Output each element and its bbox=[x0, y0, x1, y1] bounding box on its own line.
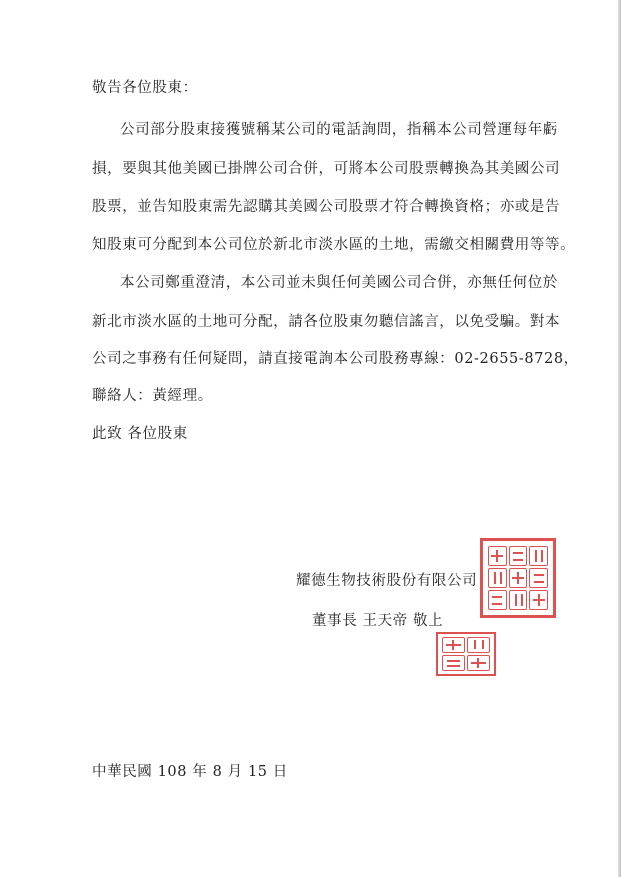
paragraph-1-line-3: 股票，並告知股東需先認購其美國公司股票才符合轉換資格；亦或是告 bbox=[92, 199, 561, 215]
letter-date: 中華民國 108 年 8 月 15 日 bbox=[92, 764, 288, 780]
signatory-line: 董事長 王天帝 敬上 bbox=[312, 613, 444, 629]
closing-line: 此致 各位股東 bbox=[92, 426, 188, 442]
company-seal bbox=[480, 538, 556, 618]
paragraph-1-line-4: 知股東可分配到本公司位於新北市淡水區的土地，需繳交相關費用等等。 bbox=[92, 237, 576, 253]
salutation: 敬告各位股東： bbox=[92, 80, 198, 96]
chairman-seal bbox=[436, 632, 496, 676]
paragraph-1-line-2: 損，要與其他美國已掛牌公司合併，可將本公司股票轉換為其美國公司 bbox=[92, 161, 561, 177]
paragraph-2-line-1: 本公司鄭重澄清，本公司並未與任何美國公司合併，亦無任何位於 bbox=[120, 275, 558, 291]
paragraph-2-line-3: 公司之事務有任何疑問，請直接電詢本公司股務專線：02-2655-8728， bbox=[92, 351, 579, 367]
paragraph-1-line-1: 公司部分股東接獲號稱某公司的電話詢問，指稱本公司營運每年虧 bbox=[120, 122, 558, 138]
paragraph-2-line-4: 聯絡人：黃經理。 bbox=[92, 388, 213, 404]
paragraph-2-line-2: 新北市淡水區的土地可分配，請各位股東勿聽信謠言，以免受騙。對本 bbox=[92, 314, 561, 330]
company-name: 耀德生物技術股份有限公司 bbox=[296, 573, 478, 589]
